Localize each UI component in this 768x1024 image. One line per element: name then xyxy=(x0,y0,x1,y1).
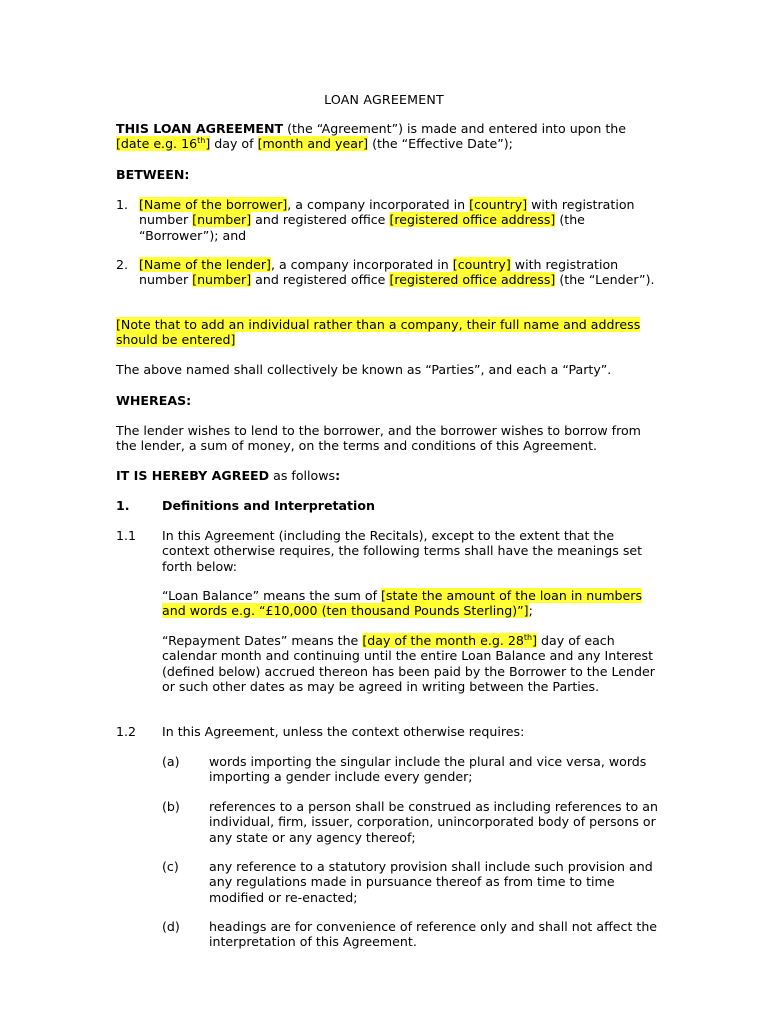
note-paragraph xyxy=(116,317,656,348)
placeholder-lender-name: [Name of the lender] xyxy=(139,257,271,272)
whereas-paragraph: The lender wishes to lend to the borrower, and the borrower wishes to borrow from the lender, a sum of money, on the terms and conditions of this Agreement. xyxy=(116,423,641,454)
placeholder-date: [date e.g. 16th] xyxy=(116,136,211,152)
intro-text: (the “Effective Date”); xyxy=(368,136,513,152)
subclause-d-text: headings are for convenience of reference only and shall not affect the interpretation of this Agreement. xyxy=(209,919,658,950)
placeholder-address: [registered office address] xyxy=(389,272,556,288)
party-2-text: [Name of the lender], a company incorporated in [country] with registration number [number] and registered office [registered office address] (the “Lender”). xyxy=(139,257,655,288)
agreed-paragraph: IT IS HEREBY AGREED as follows: xyxy=(116,468,341,483)
intro-lead: THIS LOAN AGREEMENT xyxy=(116,121,284,136)
placeholder-month-year: [month and year] xyxy=(257,136,369,152)
section-1-title: Definitions and Interpretation xyxy=(162,498,375,513)
whereas-heading: WHEREAS: xyxy=(116,393,192,408)
clause-1-1-number: 1.1 xyxy=(116,528,137,543)
placeholder-country: [country] xyxy=(469,197,528,212)
note-highlight: [Note that to add an individual rather than a company, their full name and address should be entered] xyxy=(116,317,641,348)
subclause-c-label: (c) xyxy=(162,859,179,874)
clause-1-1-text: In this Agreement (including the Recitals), except to the extent that the context otherwise requires, the following terms shall have the meanings set forth below: xyxy=(162,528,643,574)
placeholder-country: [country] xyxy=(452,257,511,272)
subclause-d-label: (d) xyxy=(162,919,180,934)
subclause-b-text: references to a person shall be construed as including references to an individual, firm, issuer, corporation, unincorporated body of persons or any state or any agency thereof; xyxy=(209,799,658,845)
intro-text: day of xyxy=(210,136,258,152)
placeholder-loan-amount: [state the amount of the loan in numbers and words e.g. “£10,000 (ten thousand Pounds Sterling)”] xyxy=(162,588,643,619)
party-1-text: [Name of the borrower], a company incorporated in [country] with registration number [number] and registered office [registered office address] (the “Borrower”); and xyxy=(139,197,635,243)
subclause-a-label: (a) xyxy=(162,754,180,769)
document-title: LOAN AGREEMENT xyxy=(324,92,444,107)
parties-paragraph: The above named shall collectively be known as “Parties”, and each a “Party”. xyxy=(116,362,612,377)
subclause-b-label: (b) xyxy=(162,799,180,814)
between-heading: BETWEEN: xyxy=(116,167,190,182)
intro-paragraph xyxy=(116,121,656,152)
repayment-dates-definition: “Repayment Dates” means the [day of the month e.g. 28th] day of each calendar month and continuing until the entire Loan Balance and any Interest (defined below) accrued thereon has been paid by the Borrower to the Lender or such other dates as may be agreed in writing between the Parties. xyxy=(162,632,655,695)
placeholder-number: [number] xyxy=(192,212,252,228)
subclause-a-text: words importing the singular include the plural and vice versa, words importing a gender include every gender; xyxy=(209,754,647,785)
placeholder-day-of-month: [day of the month e.g. 28th] xyxy=(362,632,538,648)
placeholder-number: [number] xyxy=(192,272,252,288)
clause-1-2-text: In this Agreement, unless the context otherwise requires: xyxy=(162,724,525,739)
placeholder-borrower-name: [Name of the borrower] xyxy=(139,197,288,212)
placeholder-address: [registered office address] xyxy=(389,212,556,228)
clause-1-2-number: 1.2 xyxy=(116,724,137,739)
party-1-number: 1. xyxy=(116,197,129,212)
party-2-number: 2. xyxy=(116,257,129,272)
section-1-number: 1. xyxy=(116,498,130,513)
subclause-c-text: any reference to a statutory provision shall include such provision and any regulations made in pursuance thereof as from time to time modified or re-enacted; xyxy=(209,859,653,905)
intro-text: (the “Agreement”) is made and entered into upon the xyxy=(283,121,627,136)
loan-balance-definition: “Loan Balance” means the sum of [state the amount of the loan in numbers and words e.g. “£10,000 (ten thousand Pounds Sterling)”]; xyxy=(162,588,643,619)
